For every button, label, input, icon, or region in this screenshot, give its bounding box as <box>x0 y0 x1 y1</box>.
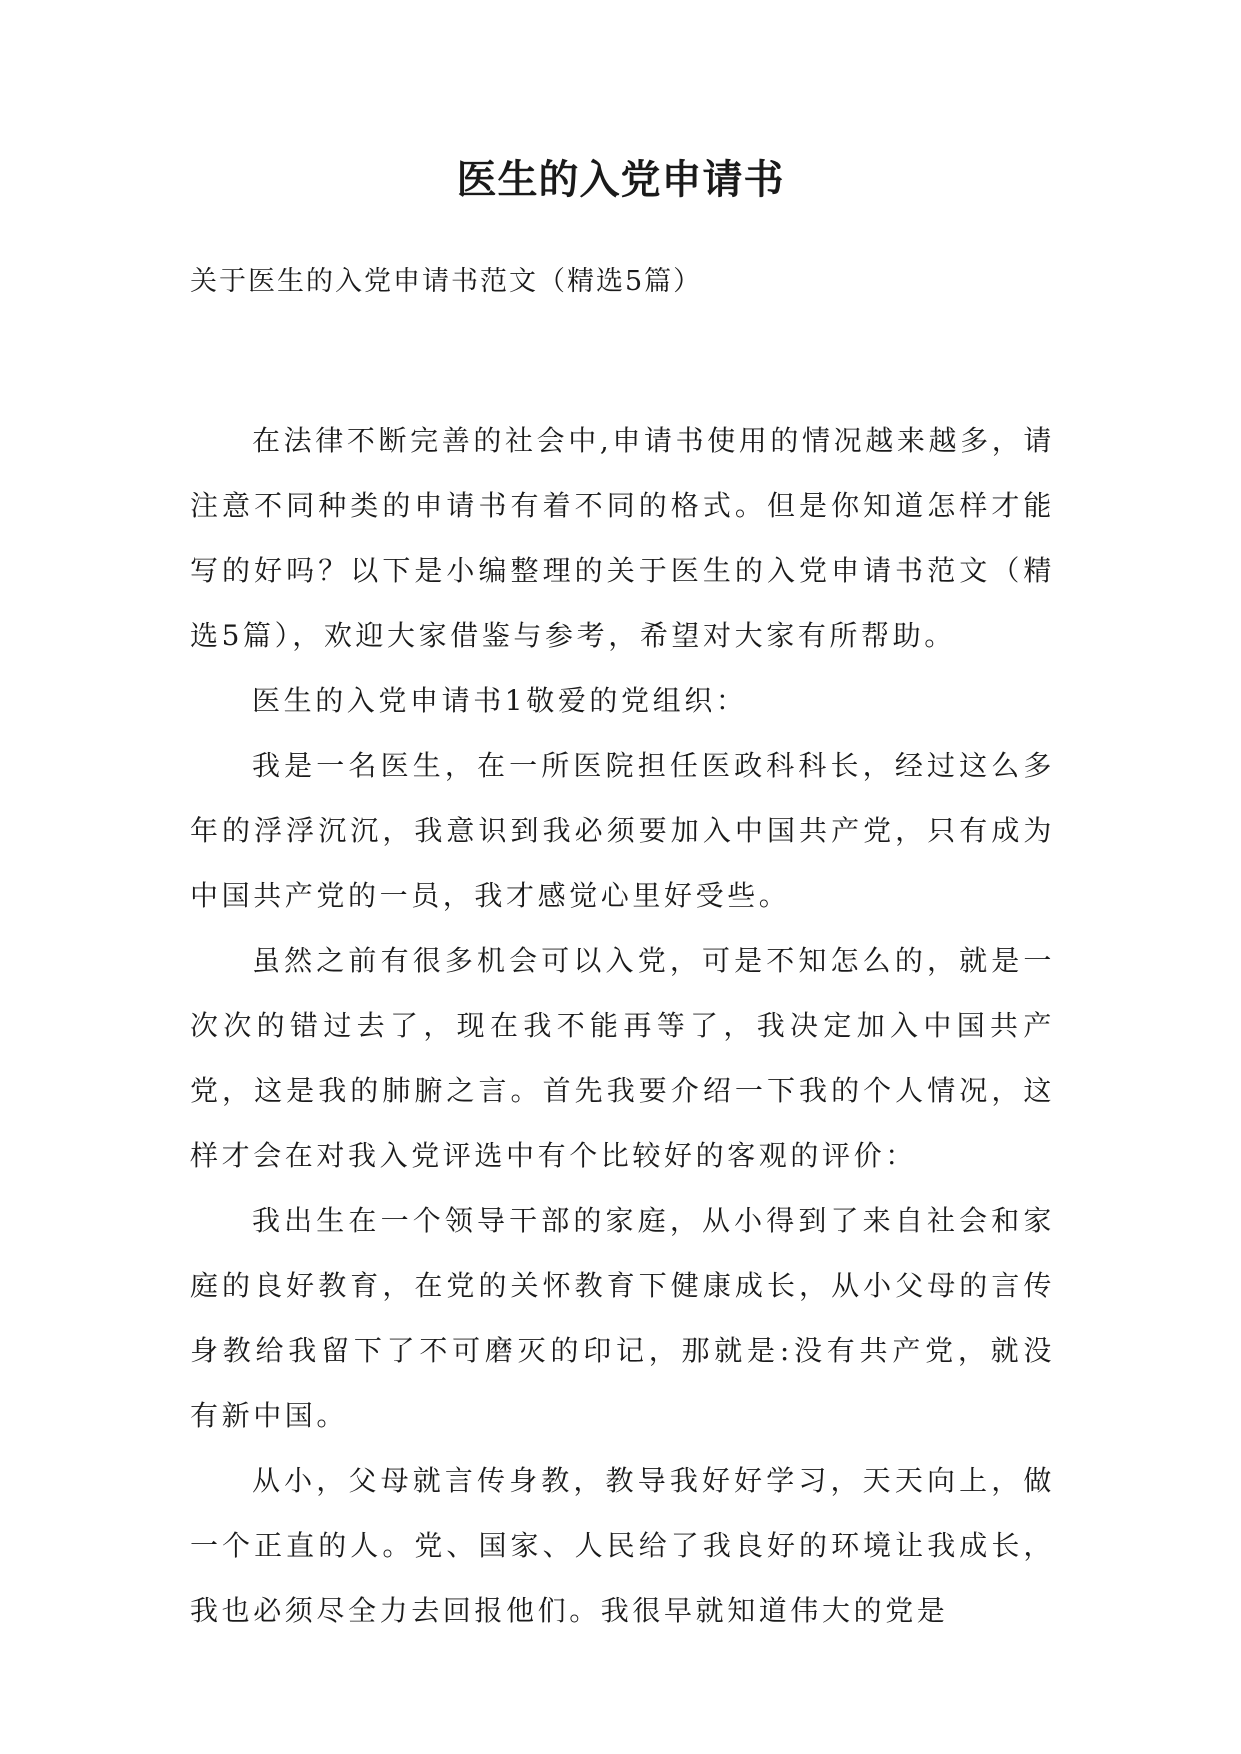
document-body <box>190 408 1055 1643</box>
paragraph-upbringing: 从小，父母就言传身教，教导我好好学习，天天向上，做一个正直的人。党、国家、人民给了我良好的环境让我成长，我也必须尽全力去回报他们。我很早就知道伟大的党是 <box>190 1464 1055 1627</box>
paragraph-decision: 虽然之前有很多机会可以入党，可是不知怎么的，就是一次次的错过去了，现在我不能再等了，我决定加入中国共产党，这是我的肺腑之言。首先我要介绍一下我的个人情况，这样才会在对我入党评选中有个比较好的客观的评价： <box>190 944 1055 1172</box>
paragraph-intro: 在法律不断完善的社会中,申请书使用的情况越来越多，请注意不同种类的申请书有着不同的格式。但是你知道怎样才能写的好吗？以下是小编整理的关于医生的入党申请书范文（精选5篇），欢迎大家借鉴与参考，希望对大家有所帮助。 <box>190 424 1055 652</box>
document-subtitle: 关于医生的入党申请书范文（精选5篇） <box>190 266 703 297</box>
document-title: 医生的入党申请书 <box>456 157 785 203</box>
paragraph-family-background: 我出生在一个领导干部的家庭，从小得到了来自社会和家庭的良好教育，在党的关怀教育下健康成长，从小父母的言传身教给我留下了不可磨灭的印记，那就是:没有共产党，就没有新中国。 <box>190 1204 1055 1432</box>
paragraph-self-introduction: 我是一名医生，在一所医院担任医政科科长，经过这么多年的浮浮沉沉，我意识到我必须要加入中国共产党，只有成为中国共产党的一员，我才感觉心里好受些。 <box>190 749 1055 912</box>
paragraph-salutation: 医生的入党申请书1敬爱的党组织： <box>252 684 748 717</box>
